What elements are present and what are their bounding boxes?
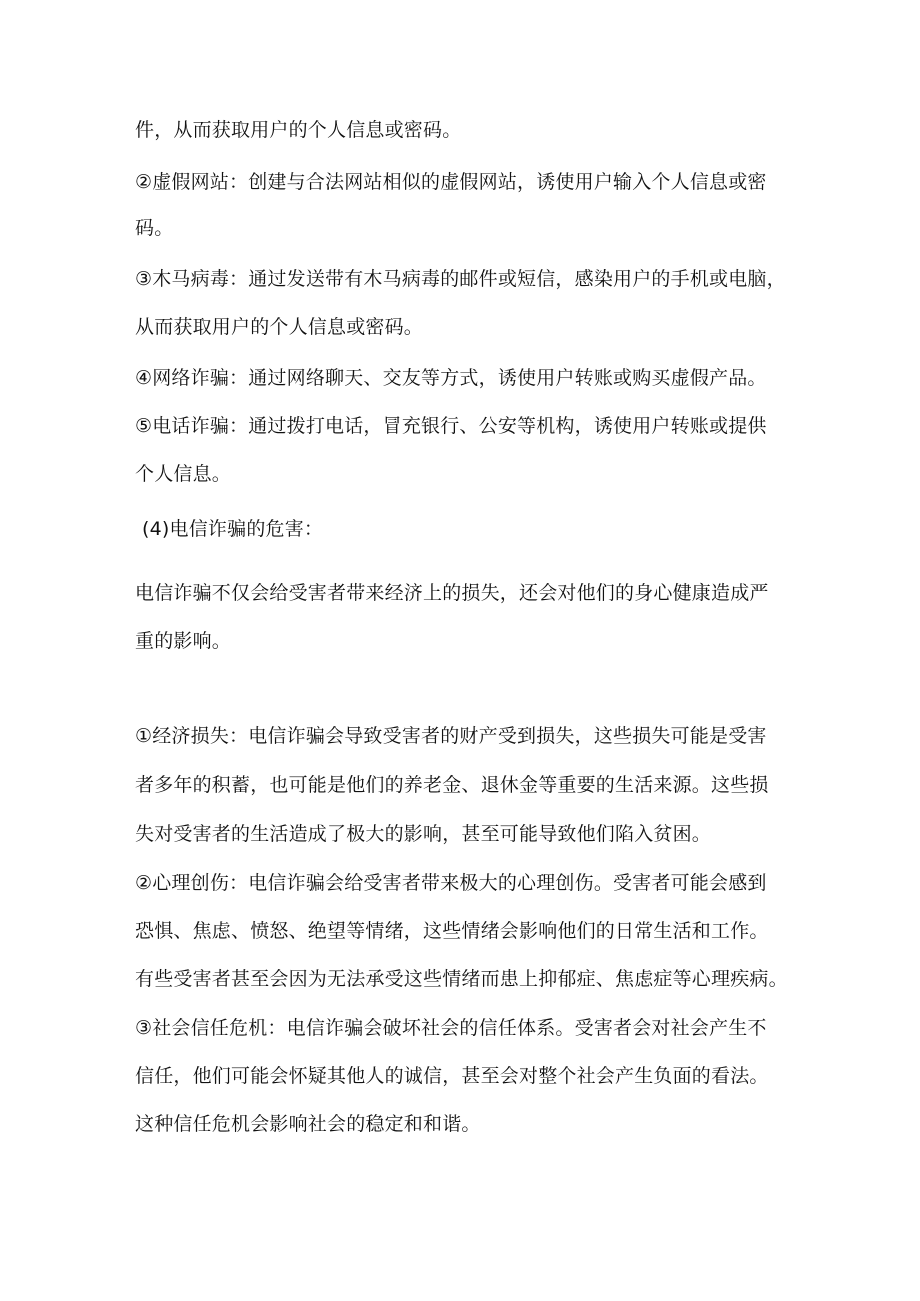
section-heading: (4)电信诈骗的危害：: [142, 518, 324, 540]
text-line: 信任，他们可能会怀疑其他人的诚信，甚至会对整个社会产生负面的看法。: [135, 1065, 769, 1087]
text-line: 从而获取用户的个人信息或密码。: [135, 316, 424, 338]
text-line: 恐惧、焦虑、愤怒、绝望等情绪，这些情绪会影响他们的日常生活和工作。: [135, 920, 769, 942]
text-line: ⑤电话诈骗：通过拨打电话，冒充银行、公安等机构，诱使用户转账或提供: [135, 415, 767, 437]
text-line: 个人信息。: [135, 463, 232, 485]
text-line: ③木马病毒：通过发送带有木马病毒的邮件或短信，感染用户的手机或电脑，: [135, 268, 786, 290]
text-line: 电信诈骗不仅会给受害者带来经济上的损失，还会对他们的身心健康造成严: [135, 582, 769, 604]
text-line: 重的影响。: [135, 630, 232, 652]
text-line: ④网络诈骗：通过网络聊天、交友等方式，诱使用户转账或购买虚假产品。: [135, 367, 767, 389]
text-line: 件，从而获取用户的个人信息或密码。: [135, 119, 462, 141]
text-line: ③社会信任危机：电信诈骗会破坏社会的信任体系。受害者会对社会产生不: [135, 1017, 767, 1039]
text-line: ②虚假网站：创建与合法网站相似的虚假网站，诱使用户输入个人信息或密: [135, 171, 767, 193]
text-line: ①经济损失：电信诈骗会导致受害者的财产受到损失，这些损失可能是受害: [135, 725, 767, 747]
text-line: 有些受害者甚至会因为无法承受这些情绪而患上抑郁症、焦虑症等心理疾病。: [135, 968, 788, 990]
text-line: 这种信任危机会影响社会的稳定和和谐。: [135, 1113, 481, 1135]
text-line: ②心理创伤：电信诈骗会给受害者带来极大的心理创伤。受害者可能会感到: [135, 872, 767, 894]
text-line: 失对受害者的生活造成了极大的影响，甚至可能导致他们陷入贫困。: [135, 823, 712, 845]
text-line: 码。: [135, 217, 174, 239]
text-line: 者多年的积蓄，也可能是他们的养老金、退休金等重要的生活来源。这些损: [135, 774, 769, 796]
